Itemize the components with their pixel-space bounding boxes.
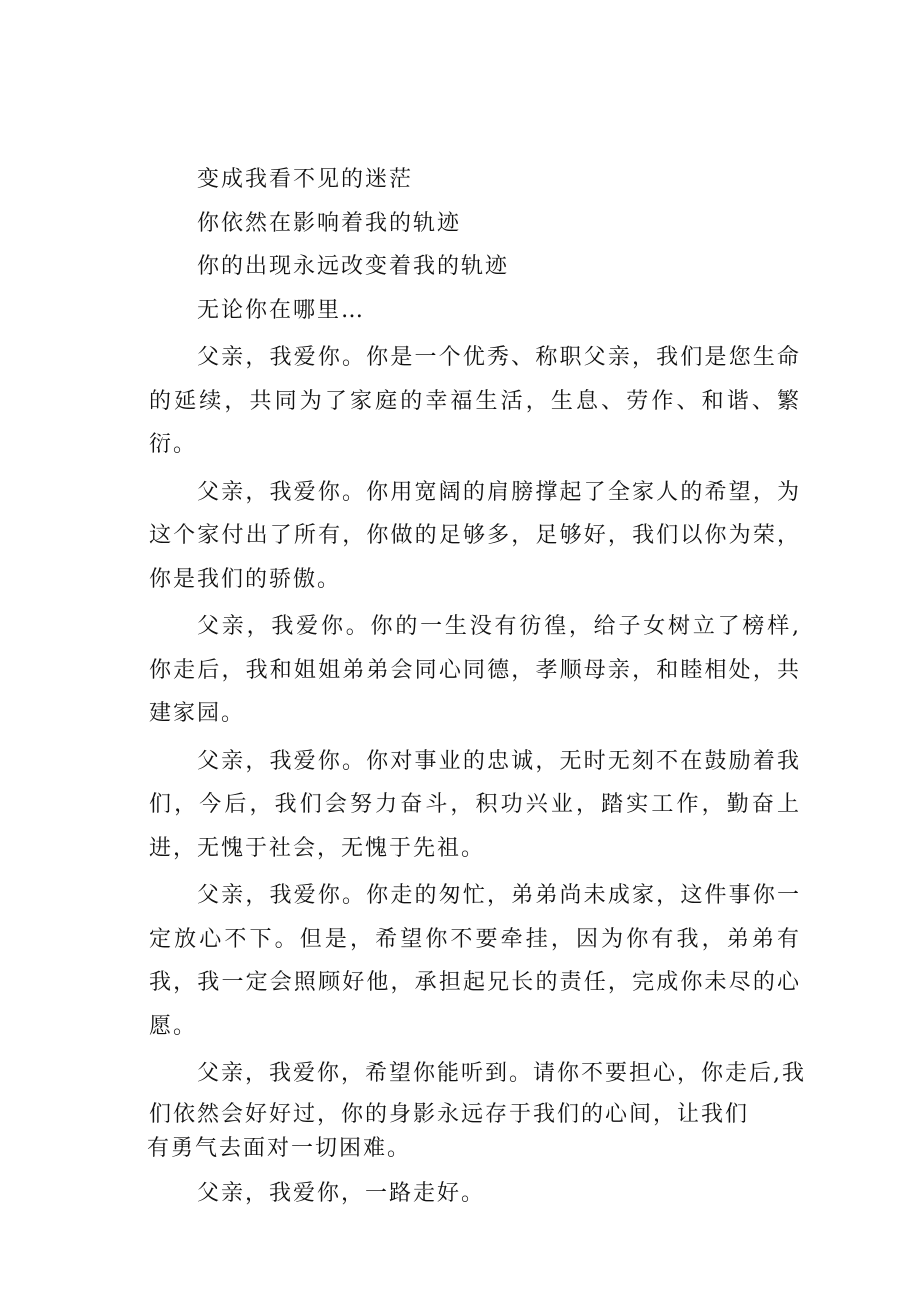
paragraph: 父亲，我爱你。你的一生没有彷徨，给子女树立了榜样,你走后，我和姐姐弟弟会同心同德，孝顺母亲，和睦相处，共建家园。 xyxy=(149,614,801,726)
paragraph: 父亲，我爱你。你是一个优秀、称职父亲，我们是您生命的延续，共同为了家庭的幸福生活，生息、劳作、和谐、繁衍。 xyxy=(149,345,801,457)
closing-line: 父亲，我爱你，一路走好。 xyxy=(197,1180,486,1206)
paragraph: 父亲，我爱你。你对事业的忠诚，无时无刻不在鼓励着我们，今后，我们会努力奋斗，积功兴业，踏实工作，勤奋上进，无愧于社会，无愧于先祖。 xyxy=(149,748,801,861)
paragraph-line: 们依然会好好过，你的身影永远存于我们的心间，让我们 xyxy=(149,1101,750,1127)
poem-line: 你依然在影响着我的轨迹 xyxy=(197,210,462,236)
document-body xyxy=(147,162,806,1219)
paragraph-line: 有勇气去面对一切困难。 xyxy=(147,1135,412,1161)
poem-line: 变成我看不见的迷茫 xyxy=(197,167,414,192)
poem-line: 你的出现永远改变着我的轨迹 xyxy=(197,254,510,279)
poem-line: 无论你在哪里… xyxy=(197,297,366,323)
paragraph: 父亲，我爱你。你用宽阔的肩膀撑起了全家人的希望，为这个家付出了所有，你做的足够多，足够好，我们以你为荣，你是我们的骄傲。 xyxy=(149,479,801,592)
paragraph-line: 父亲，我爱你，希望你能听到。请你不要担心，你走后,我 xyxy=(197,1061,806,1086)
paragraph: 父亲，我爱你。你走的匆忙，弟弟尚未成家，这件事你一定放心不下。但是，希望你不要牵挂，因为你有我，弟弟有我，我一定会照顾好他，承担起兄长的责任，完成你未尽的心愿。 xyxy=(149,883,801,1039)
paragraph-hope xyxy=(147,1052,806,1164)
